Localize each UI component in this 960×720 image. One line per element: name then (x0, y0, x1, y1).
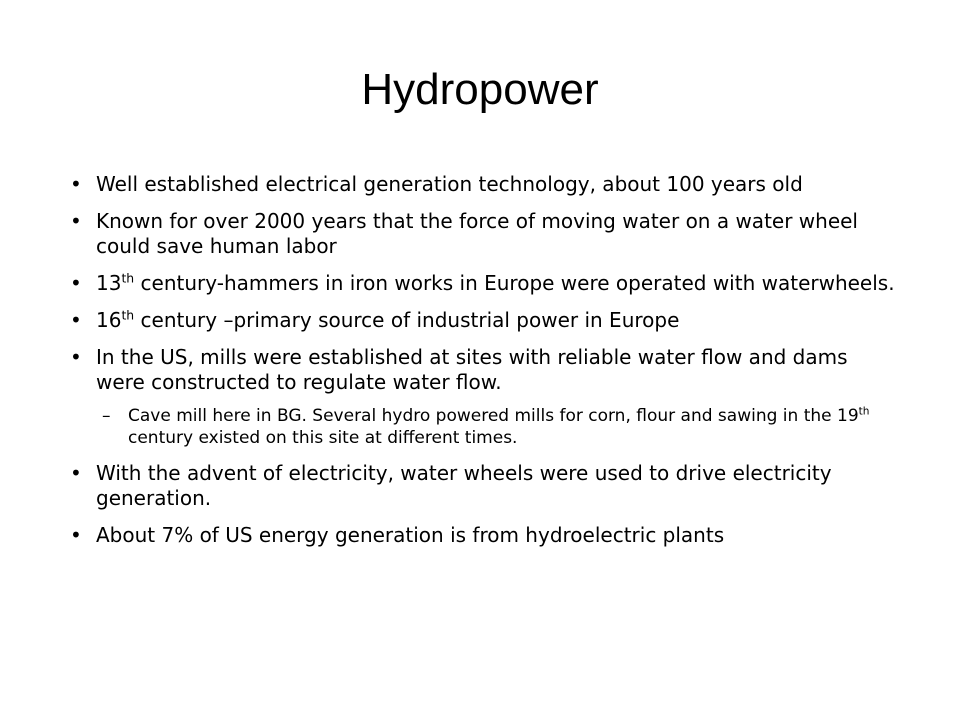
bullet-text-prefix: 16 (96, 308, 122, 332)
bullet-item-6 (70, 461, 900, 511)
bullet-text: Known for over 2000 years that the force of moving water on a water wheel could save human labor (96, 209, 858, 258)
bullet-marker: • (70, 523, 82, 547)
sub-bullet-text-superscript: th (858, 405, 870, 418)
bullet-text-prefix: 13 (96, 271, 122, 295)
sub-bullet-item (102, 405, 900, 449)
bullet-text-superscript: th (121, 270, 135, 286)
bullet-text: In the US, mills were established at sites with reliable water flow and dams were constructed to regulate water flow. (96, 345, 848, 394)
bullet-marker: • (70, 461, 82, 485)
bullet-text: Well established electrical generation technology, about 100 years old (96, 172, 803, 196)
bullet-marker: • (70, 209, 82, 233)
bullet-marker: • (70, 345, 82, 369)
bullet-marker: • (70, 308, 82, 332)
sub-bullet-text-prefix: Cave mill here in BG. Several hydro powered mills for corn, flour and sawing in the 19 (128, 406, 859, 426)
bullet-text: About 7% of US energy generation is from hydroelectric plants (96, 523, 725, 547)
bullet-list (70, 172, 900, 560)
bullet-marker: • (70, 172, 82, 196)
bullet-item-5 (70, 345, 900, 395)
bullet-item-3 (70, 271, 900, 296)
bullet-text: With the advent of electricity, water wheels were used to drive electricity generation. (96, 461, 832, 510)
bullet-item-7 (70, 523, 900, 548)
bullet-item-2 (70, 209, 900, 259)
bullet-item-4 (70, 308, 900, 333)
bullet-text-rest: century –primary source of industrial power in Europe (134, 308, 680, 332)
sub-bullet-marker: – (102, 406, 111, 426)
sub-bullet-text-rest: century existed on this site at different times. (128, 428, 518, 448)
bullet-text-superscript: th (121, 307, 135, 323)
bullet-item-1 (70, 172, 900, 197)
slide-title: Hydropower (361, 65, 599, 114)
bullet-text-rest: century-hammers in iron works in Europe were operated with waterwheels. (134, 271, 895, 295)
bullet-marker: • (70, 271, 82, 295)
